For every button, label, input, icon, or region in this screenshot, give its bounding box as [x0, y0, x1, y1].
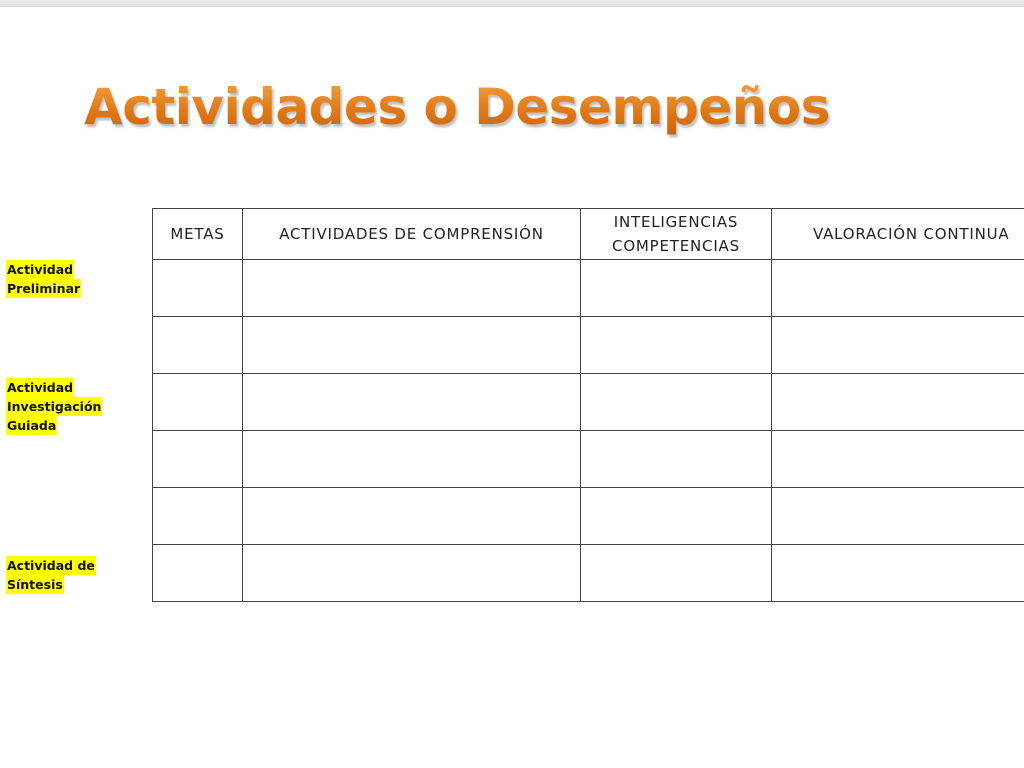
side-label-line: Actividad	[7, 262, 74, 277]
table-row	[153, 374, 1024, 431]
side-label-sintesis	[6, 556, 96, 594]
table-row	[153, 317, 1024, 374]
table-cell[interactable]	[772, 545, 1024, 602]
header-inteligencias-competencias	[581, 209, 772, 260]
table-cell[interactable]	[153, 545, 243, 602]
table-cell[interactable]	[153, 317, 243, 374]
table-cell[interactable]	[153, 488, 243, 545]
activities-table	[152, 208, 1024, 602]
table-cell[interactable]	[581, 317, 772, 374]
window-top-edge	[0, 0, 1024, 7]
table-cell[interactable]	[153, 431, 243, 488]
header-metas: METAS	[153, 209, 243, 260]
table-cell[interactable]	[153, 374, 243, 431]
side-label-line: Síntesis	[7, 577, 63, 592]
header-valoracion-continua: VALORACIÓN CONTINUA	[772, 209, 1024, 260]
side-label-line: Actividad	[7, 380, 74, 395]
table-cell[interactable]	[243, 374, 581, 431]
table-cell[interactable]	[772, 317, 1024, 374]
side-label-investigacion	[6, 378, 102, 435]
side-label-preliminar	[6, 260, 81, 298]
side-label-line: Preliminar	[7, 281, 81, 296]
header-line: COMPETENCIAS	[612, 237, 740, 255]
side-label-line: Guiada	[7, 418, 57, 433]
table-cell[interactable]	[581, 374, 772, 431]
table-row	[153, 488, 1024, 545]
table-cell[interactable]	[581, 260, 772, 317]
table-cell[interactable]	[243, 260, 581, 317]
side-label-line: Investigación	[7, 399, 102, 414]
table-cell[interactable]	[772, 374, 1024, 431]
page-title: Actividades o Desempeños	[84, 78, 830, 136]
table-cell[interactable]	[243, 545, 581, 602]
table-row	[153, 431, 1024, 488]
table-cell[interactable]	[772, 488, 1024, 545]
table-cell[interactable]	[772, 260, 1024, 317]
table-cell[interactable]	[581, 431, 772, 488]
table-header-row	[153, 209, 1024, 260]
table-cell[interactable]	[581, 488, 772, 545]
table-cell[interactable]	[153, 260, 243, 317]
table-row	[153, 260, 1024, 317]
table-cell[interactable]	[243, 488, 581, 545]
table-cell[interactable]	[772, 431, 1024, 488]
header-line: INTELIGENCIAS	[613, 213, 739, 231]
side-label-line: Actividad de	[7, 558, 95, 573]
table-row	[153, 545, 1024, 602]
table-cell[interactable]	[243, 317, 581, 374]
table-cell[interactable]	[581, 545, 772, 602]
header-actividades-comprension: ACTIVIDADES DE COMPRENSIÓN	[243, 209, 581, 260]
table-cell[interactable]	[243, 431, 581, 488]
